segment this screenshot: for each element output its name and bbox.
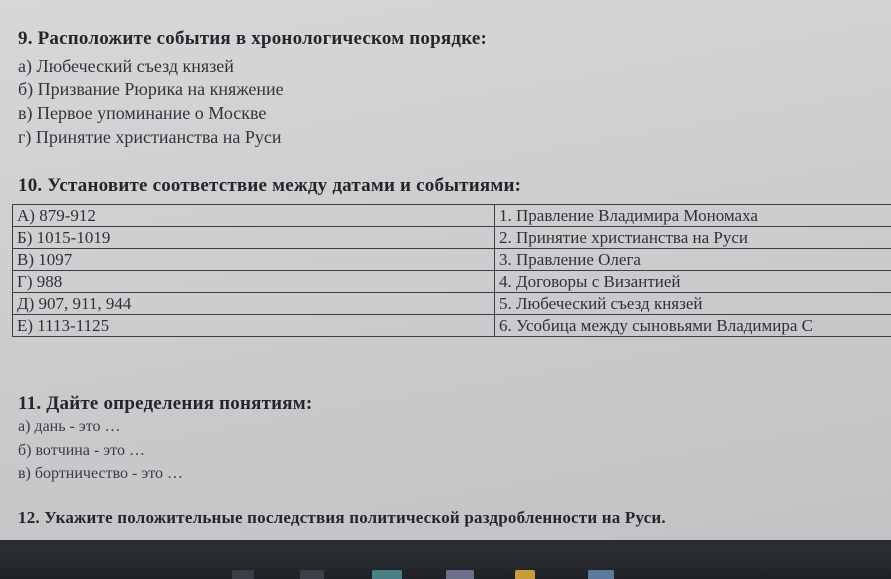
question-9-option-c: в) Первое упоминание о Москве (18, 103, 267, 123)
question-9-title: 9. Расположите события в хронологическом порядке: (18, 28, 488, 49)
question-12-title: 12. Укажите положительные последствия политической раздробленности на Руси. (18, 508, 666, 527)
event-cell: 2. Принятие христианства на Руси (495, 227, 891, 249)
question-10-title: 10. Установите соответствие между датами и событиями: (18, 175, 522, 196)
date-cell: А) 879-912 (13, 205, 495, 227)
question-11-item-a: а) дань - это … (18, 418, 121, 435)
question-9-option-b: б) Призвание Рюрика на княжение (18, 79, 284, 99)
question-11-item-c: в) бортничество - это … (18, 465, 183, 482)
date-cell: Е) 1113-1125 (13, 315, 495, 337)
table-row (13, 293, 891, 315)
question-9-option-d: г) Принятие христианства на Руси (18, 127, 282, 147)
event-cell: 4. Договоры с Византией (495, 271, 891, 293)
app-icon[interactable] (588, 570, 614, 579)
event-cell: 6. Усобица между сыновьями Владимира С (495, 315, 891, 337)
question-11-title: 11. Дайте определения понятиям: (18, 393, 313, 414)
event-cell: 1. Правление Владимира Мономаха (495, 205, 891, 227)
table-row (13, 271, 891, 293)
folder-icon[interactable] (515, 570, 535, 579)
browser-icon[interactable] (372, 570, 402, 579)
question-11-item-b: б) вотчина - это … (18, 442, 145, 459)
table-row (13, 315, 891, 337)
taskbar-icon[interactable] (232, 570, 254, 579)
question-9-option-a: а) Любеческий съезд князей (18, 56, 234, 76)
date-cell: Б) 1015-1019 (13, 227, 495, 249)
date-cell: В) 1097 (13, 249, 495, 271)
event-cell: 3. Правление Олега (495, 249, 891, 271)
event-cell: 5. Любеческий съезд князей (495, 293, 891, 315)
date-cell: Г) 988 (13, 271, 495, 293)
date-cell: Д) 907, 911, 944 (13, 293, 495, 315)
taskbar-icon[interactable] (300, 570, 324, 579)
table-row (13, 227, 891, 249)
table-row (13, 249, 891, 271)
taskbar (0, 545, 891, 579)
matching-table (12, 204, 891, 337)
store-icon[interactable] (446, 570, 474, 579)
table-row (13, 205, 891, 227)
